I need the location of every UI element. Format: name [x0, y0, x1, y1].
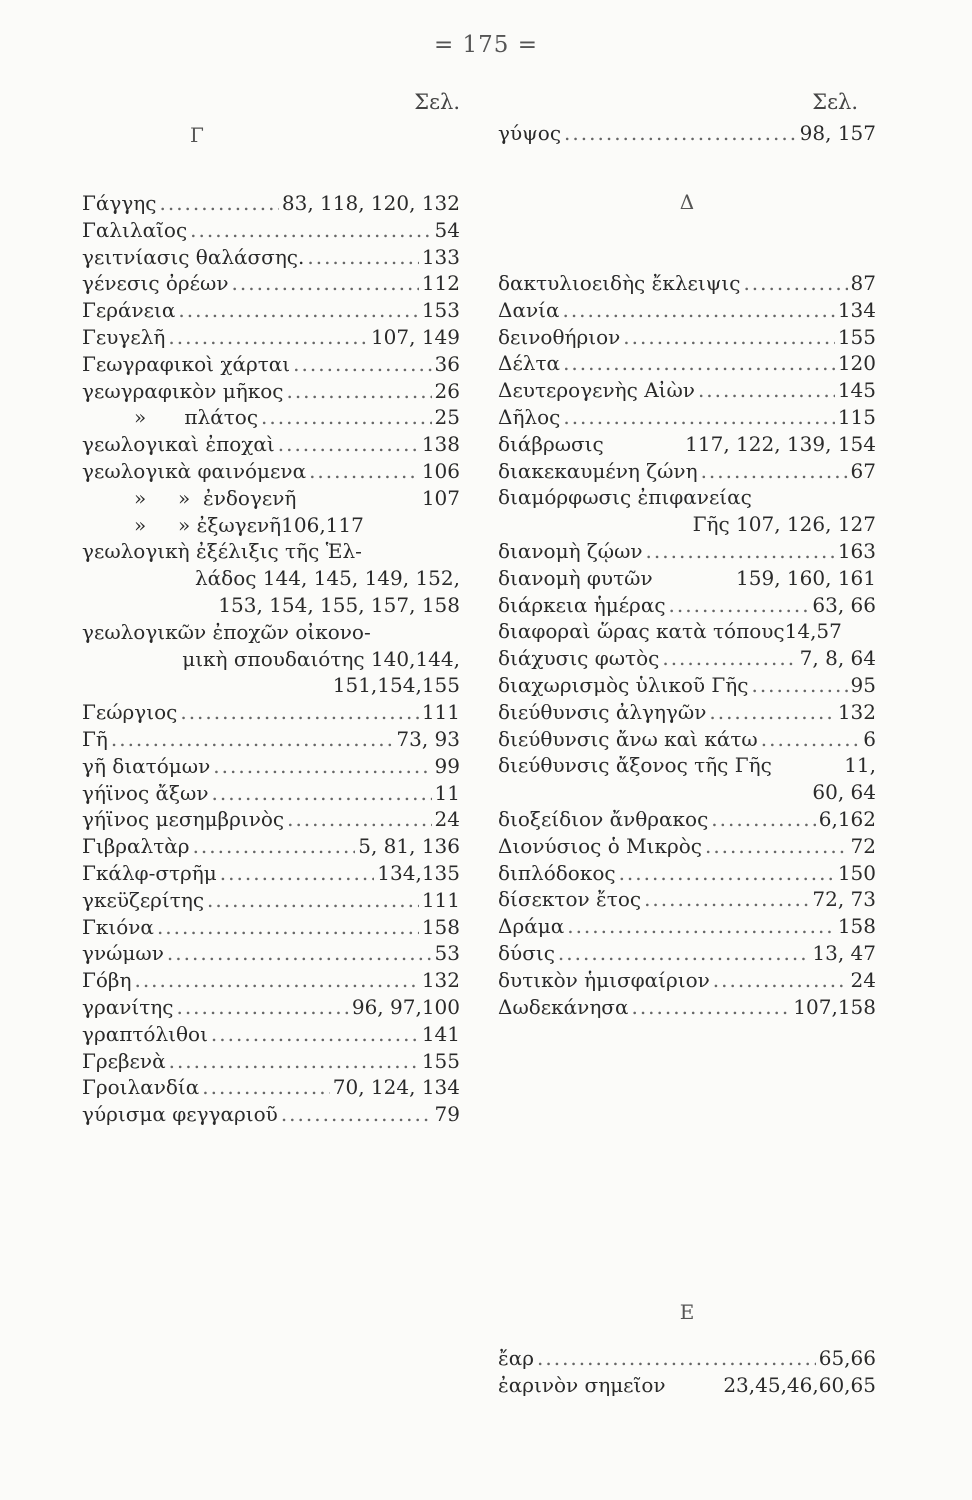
page-number: = 175 = — [433, 32, 539, 58]
index-entry: γύρισμα φεγγαριοῦ ..... 79 — [82, 1101, 460, 1128]
index-entry: Δέλτα ..... 120 — [498, 350, 876, 377]
index-entry: δεινοθήριον ..... 155 — [498, 324, 876, 351]
index-entry: Γῆ ..... 73, 93 — [82, 726, 460, 753]
index-entry: διεύθυνσις ἀλγηγῶν ..... 132 — [498, 699, 876, 726]
index-entry: Γάγγης ..... 83, 118, 120, 132 — [82, 190, 460, 217]
section-letter-epsilon: Ε — [679, 1300, 695, 1324]
index-entry: Γαλιλαῖος ..... 54 — [82, 217, 460, 244]
index-entry: διαμόρφωσις ἐπιφανείας — [498, 485, 752, 510]
index-entry: διάρκεια ἡμέρας ..... 63, 66 — [498, 592, 876, 619]
index-entry: διοξείδιον ἄνθρακος ..... 6,162 — [498, 806, 876, 833]
index-entry: » » ἐνδογενῆ 107 — [134, 485, 460, 510]
index-entry: ἔαρ ..... 65,66 — [498, 1345, 876, 1372]
index-entry: Γευγελῆ ..... 107, 149 — [82, 324, 460, 351]
index-entry: γεωλογικὰ φαινόμενα ..... 106 — [82, 458, 460, 485]
index-entry-continuation: 60, 64 — [812, 780, 876, 805]
index-entry: γήϊνος ἄξων ..... 11 — [82, 780, 460, 807]
index-entry: διανομὴ ζῴων ..... 163 — [498, 538, 876, 565]
index-entry: Γεράνεια ..... 153 — [82, 297, 460, 324]
index-entry: Γεωγραφικοὶ χάρται ..... 36 — [82, 351, 460, 378]
index-entry: διανομὴ φυτῶν 159, 160, 161 — [498, 565, 876, 590]
index-entry: γῆ διατόμων ..... 99 — [82, 753, 460, 780]
index-entry: ἐαρινὸν σημεῖον 23,45,46,60,65 — [498, 1372, 876, 1397]
index-entry: διάχυσις φωτὸς ..... 7, 8, 64 — [498, 645, 876, 672]
index-entry: γεωγραφικὸν μῆκος ..... 26 — [82, 378, 460, 405]
index-entry: γνώμων ..... 53 — [82, 940, 460, 967]
index-entry: δακτυλιοειδὴς ἔκλειψις ..... 87 — [498, 270, 876, 297]
index-entry: » » ἐξωγενῆ 106,117 — [134, 512, 364, 537]
index-entry-continuation: μικὴ σπουδαιότης 140,144, — [182, 646, 460, 671]
index-entry-continuation: 151,154,155 — [332, 673, 460, 698]
section-letter-gamma: Γ — [190, 123, 204, 147]
section-letter-delta: Δ — [679, 190, 695, 214]
index-entry: γειτνίασις θαλάσσης. ..... 133 — [82, 244, 460, 271]
index-entry: Διονύσιος ὁ Μικρὸς ..... 72 — [498, 833, 876, 860]
index-entry: γεωλογικαὶ ἐποχαὶ ..... 138 — [82, 431, 460, 458]
index-entry: Δῆλος ..... 115 — [498, 404, 876, 431]
index-entry: Δευτερογενὴς Αἰὼν ..... 145 — [498, 377, 876, 404]
index-entry: Δωδεκάνησα ..... 107,158 — [498, 994, 876, 1021]
index-entry: διάβρωσις 117, 122, 139, 154 — [498, 431, 876, 456]
index-entry: γραπτόλιθοι ..... 141 — [82, 1021, 460, 1048]
index-entry: Γόβη ..... 132 — [82, 967, 460, 994]
index-entry: Γροιλανδία ..... 70, 124, 134 — [82, 1074, 460, 1101]
page-column-label: Σελ. — [812, 90, 858, 114]
left-entry-list — [82, 190, 460, 1128]
index-entry: γεωλογικῶν ἐποχῶν οἰκονο- — [82, 619, 371, 644]
index-entry: γήϊνος μεσημβρινὸς ..... 24 — [82, 806, 460, 833]
index-entry: διακεκαυμένη ζώνη ..... 67 — [498, 458, 876, 485]
index-entry: δύσις ..... 13, 47 — [498, 940, 876, 967]
index-entry: Γεώργιος ..... 111 — [82, 699, 460, 726]
index-entry: Δράμα ..... 158 — [498, 913, 876, 940]
index-entry-continuation: λάδος 144, 145, 149, 152, — [194, 566, 460, 591]
index-entry-continuation: Γῆς 107, 126, 127 — [692, 512, 876, 537]
page-column-label: Σελ. — [414, 90, 460, 114]
index-entry: γένεσις ὀρέων ..... 112 — [82, 270, 460, 297]
index-entry-continuation: 153, 154, 155, 157, 158 — [218, 592, 460, 617]
index-entry: γύψος ..... 98, 157 — [498, 120, 876, 147]
index-entry: γκεϋζερίτης ..... 111 — [82, 887, 460, 914]
index-entry: Δανία ..... 134 — [498, 297, 876, 324]
index-entry: διεύθυνσις ἄνω καὶ κάτω ..... 6 — [498, 726, 876, 753]
index-entry: γεωλογικὴ ἐξέλιξις τῆς Ἑλ- — [82, 539, 362, 564]
index-entry: Γρεβενὰ ..... 155 — [82, 1048, 460, 1075]
index-entry: δυτικὸν ἡμισφαίριον ..... 24 — [498, 967, 876, 994]
index-entry: Γιβραλτὰρ ..... 5, 81, 136 — [82, 833, 460, 860]
index-entry: » πλάτος ..... 25 — [82, 404, 460, 431]
index-entry: διεύθυνσις ἄξονος τῆς Γῆς 11, — [498, 753, 876, 778]
index-entry: δίσεκτον ἔτος ..... 72, 73 — [498, 886, 876, 913]
index-entry: Γκάλφ-στρῆμ ..... 134,135 — [82, 860, 460, 887]
right-delta-list — [498, 270, 876, 1020]
index-entry: διαφοραὶ ὥρας κατὰ τόπους 14,57 — [498, 619, 842, 644]
index-entry: διπλόδοκος ..... 150 — [498, 860, 876, 887]
index-entry: διαχωρισμὸς ὑλικοῦ Γῆς ..... 95 — [498, 672, 876, 699]
right-top-entry — [498, 120, 876, 147]
index-entry: γρανίτης ..... 96, 97,100 — [82, 994, 460, 1021]
right-epsilon-list — [498, 1345, 876, 1399]
index-entry: Γκιόνα ..... 158 — [82, 914, 460, 941]
